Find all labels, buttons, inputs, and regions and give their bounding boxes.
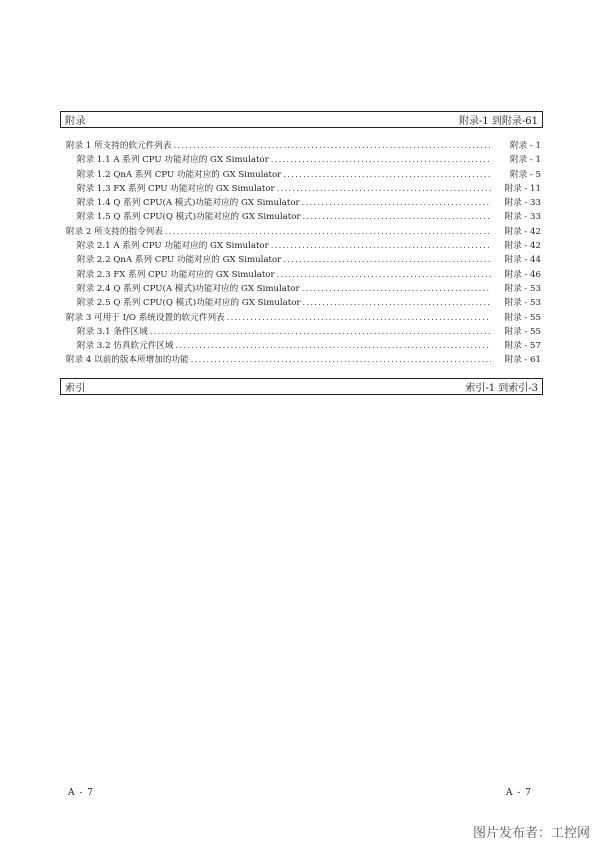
- toc-leader-dots: [225, 313, 491, 323]
- toc-entry[interactable]: [66, 296, 541, 310]
- toc-entry[interactable]: [66, 282, 541, 296]
- toc-entry-page: 附录 - 42: [504, 241, 541, 252]
- watermark-text: 图片发布者：工控网: [472, 826, 590, 841]
- toc-leader-dots: [189, 355, 491, 365]
- toc-entry-title: 附录 3.1 条件区域: [77, 326, 148, 337]
- toc-entry-title: 附录 2.2 QnA 系列 CPU 功能对应的 GX Simulator: [77, 255, 282, 266]
- toc-entry[interactable]: [66, 139, 541, 153]
- toc-entry-title: 附录 2.5 Q 系列 CPU(Q 模式)功能对应的 GX Simulator: [77, 298, 301, 309]
- toc-entry-page: 附录 - 1: [509, 141, 541, 151]
- toc-leader-dots: [275, 270, 491, 280]
- toc-leader-dots: [300, 198, 491, 208]
- toc-entry[interactable]: [66, 253, 541, 267]
- index-header-page-range: 索引-1 到索引-3: [465, 383, 538, 394]
- toc-leader-dots: [300, 298, 491, 308]
- toc-entry[interactable]: [66, 339, 541, 353]
- toc-entry[interactable]: [66, 153, 541, 167]
- toc-entry-title: 附录 1.4 Q 系列 CPU(A 模式)功能对应的 GX Simulator: [77, 198, 300, 209]
- toc-entry-page: 附录 - 33: [504, 212, 541, 223]
- toc-entry[interactable]: [66, 225, 541, 239]
- toc-entry-title: 附录 2.4 Q 系列 CPU(A 模式)功能对应的 GX Simulator: [77, 283, 300, 294]
- toc-entry-title: 附录 2 所支持的指令列表: [66, 226, 163, 237]
- toc-entry-page: 附录 - 11: [504, 183, 541, 194]
- toc-entry-page: 附录 - 42: [504, 226, 541, 237]
- toc-entry-page: 附录 - 61: [504, 355, 541, 366]
- toc-entry[interactable]: [66, 239, 541, 253]
- toc-entry-page: 附录 - 5: [509, 169, 541, 180]
- index-section-header: [60, 378, 543, 395]
- toc-entry-page: 附录 - 44: [504, 255, 541, 266]
- index-header-title: 索引: [65, 383, 86, 394]
- toc-entry[interactable]: [66, 210, 541, 224]
- toc-entry-page: 附录 - 53: [504, 298, 541, 309]
- footer-page-number-right: A - 7: [506, 788, 532, 798]
- toc-leader-dots: [269, 155, 491, 165]
- toc-entry-page: 附录 - 53: [504, 283, 541, 294]
- toc-leader-dots: [281, 255, 491, 265]
- toc-entry[interactable]: [66, 325, 541, 339]
- toc-entry-page: 附录 - 1: [509, 155, 541, 166]
- toc-entry-title: 附录 3.2 仿真软元件区域: [77, 341, 174, 352]
- toc-entry-title: 附录 3 可用于 I/O 系统设置的软元件列表: [66, 312, 225, 323]
- appendix-header-title: 附录: [65, 116, 86, 127]
- toc-leader-dots: [148, 327, 491, 337]
- table-of-contents: [66, 139, 541, 368]
- toc-entry[interactable]: [66, 311, 541, 325]
- footer-page-number-left: A - 7: [68, 788, 94, 798]
- toc-entry-title: 附录 1.2 QnA 系列 CPU 功能对应的 GX Simulator: [77, 169, 282, 180]
- toc-leader-dots: [173, 341, 491, 351]
- toc-entry-title: 附录 1 所支持的软元件列表: [66, 141, 172, 151]
- toc-leader-dots: [300, 212, 491, 222]
- toc-leader-dots: [171, 141, 491, 151]
- toc-entry-title: 附录 2.1 A 系列 CPU 功能对应的 GX Simulator: [77, 241, 269, 252]
- toc-entry[interactable]: [66, 353, 541, 367]
- toc-entry[interactable]: [66, 268, 541, 282]
- toc-leader-dots: [300, 284, 491, 294]
- toc-entry[interactable]: [66, 182, 541, 196]
- toc-leader-dots: [269, 241, 491, 251]
- toc-entry-title: 附录 4 以前的版本所增加的功能: [66, 355, 189, 366]
- toc-leader-dots: [275, 184, 491, 194]
- toc-entry-page: 附录 - 33: [504, 198, 541, 209]
- toc-entry-page: 附录 - 57: [504, 341, 541, 352]
- toc-entry-page: 附录 - 46: [504, 269, 541, 280]
- toc-entry-page: 附录 - 55: [504, 326, 541, 337]
- toc-entry-title: 附录 1.3 FX 系列 CPU 功能对应的 GX Simulator: [77, 183, 275, 194]
- appendix-header-page-range: 附录-1 到附录-61: [458, 116, 538, 127]
- toc-leader-dots: [163, 227, 491, 237]
- toc-entry-page: 附录 - 55: [504, 312, 541, 323]
- toc-leader-dots: [281, 170, 491, 180]
- toc-entry-title: 附录 2.3 FX 系列 CPU 功能对应的 GX Simulator: [77, 269, 275, 280]
- toc-entry-title: 附录 1.1 A 系列 CPU 功能对应的 GX Simulator: [77, 155, 269, 166]
- appendix-section-header: [60, 111, 543, 128]
- toc-entry-title: 附录 1.5 Q 系列 CPU(Q 模式)功能对应的 GX Simulator: [77, 212, 301, 223]
- toc-entry[interactable]: [66, 196, 541, 210]
- toc-entry[interactable]: [66, 168, 541, 182]
